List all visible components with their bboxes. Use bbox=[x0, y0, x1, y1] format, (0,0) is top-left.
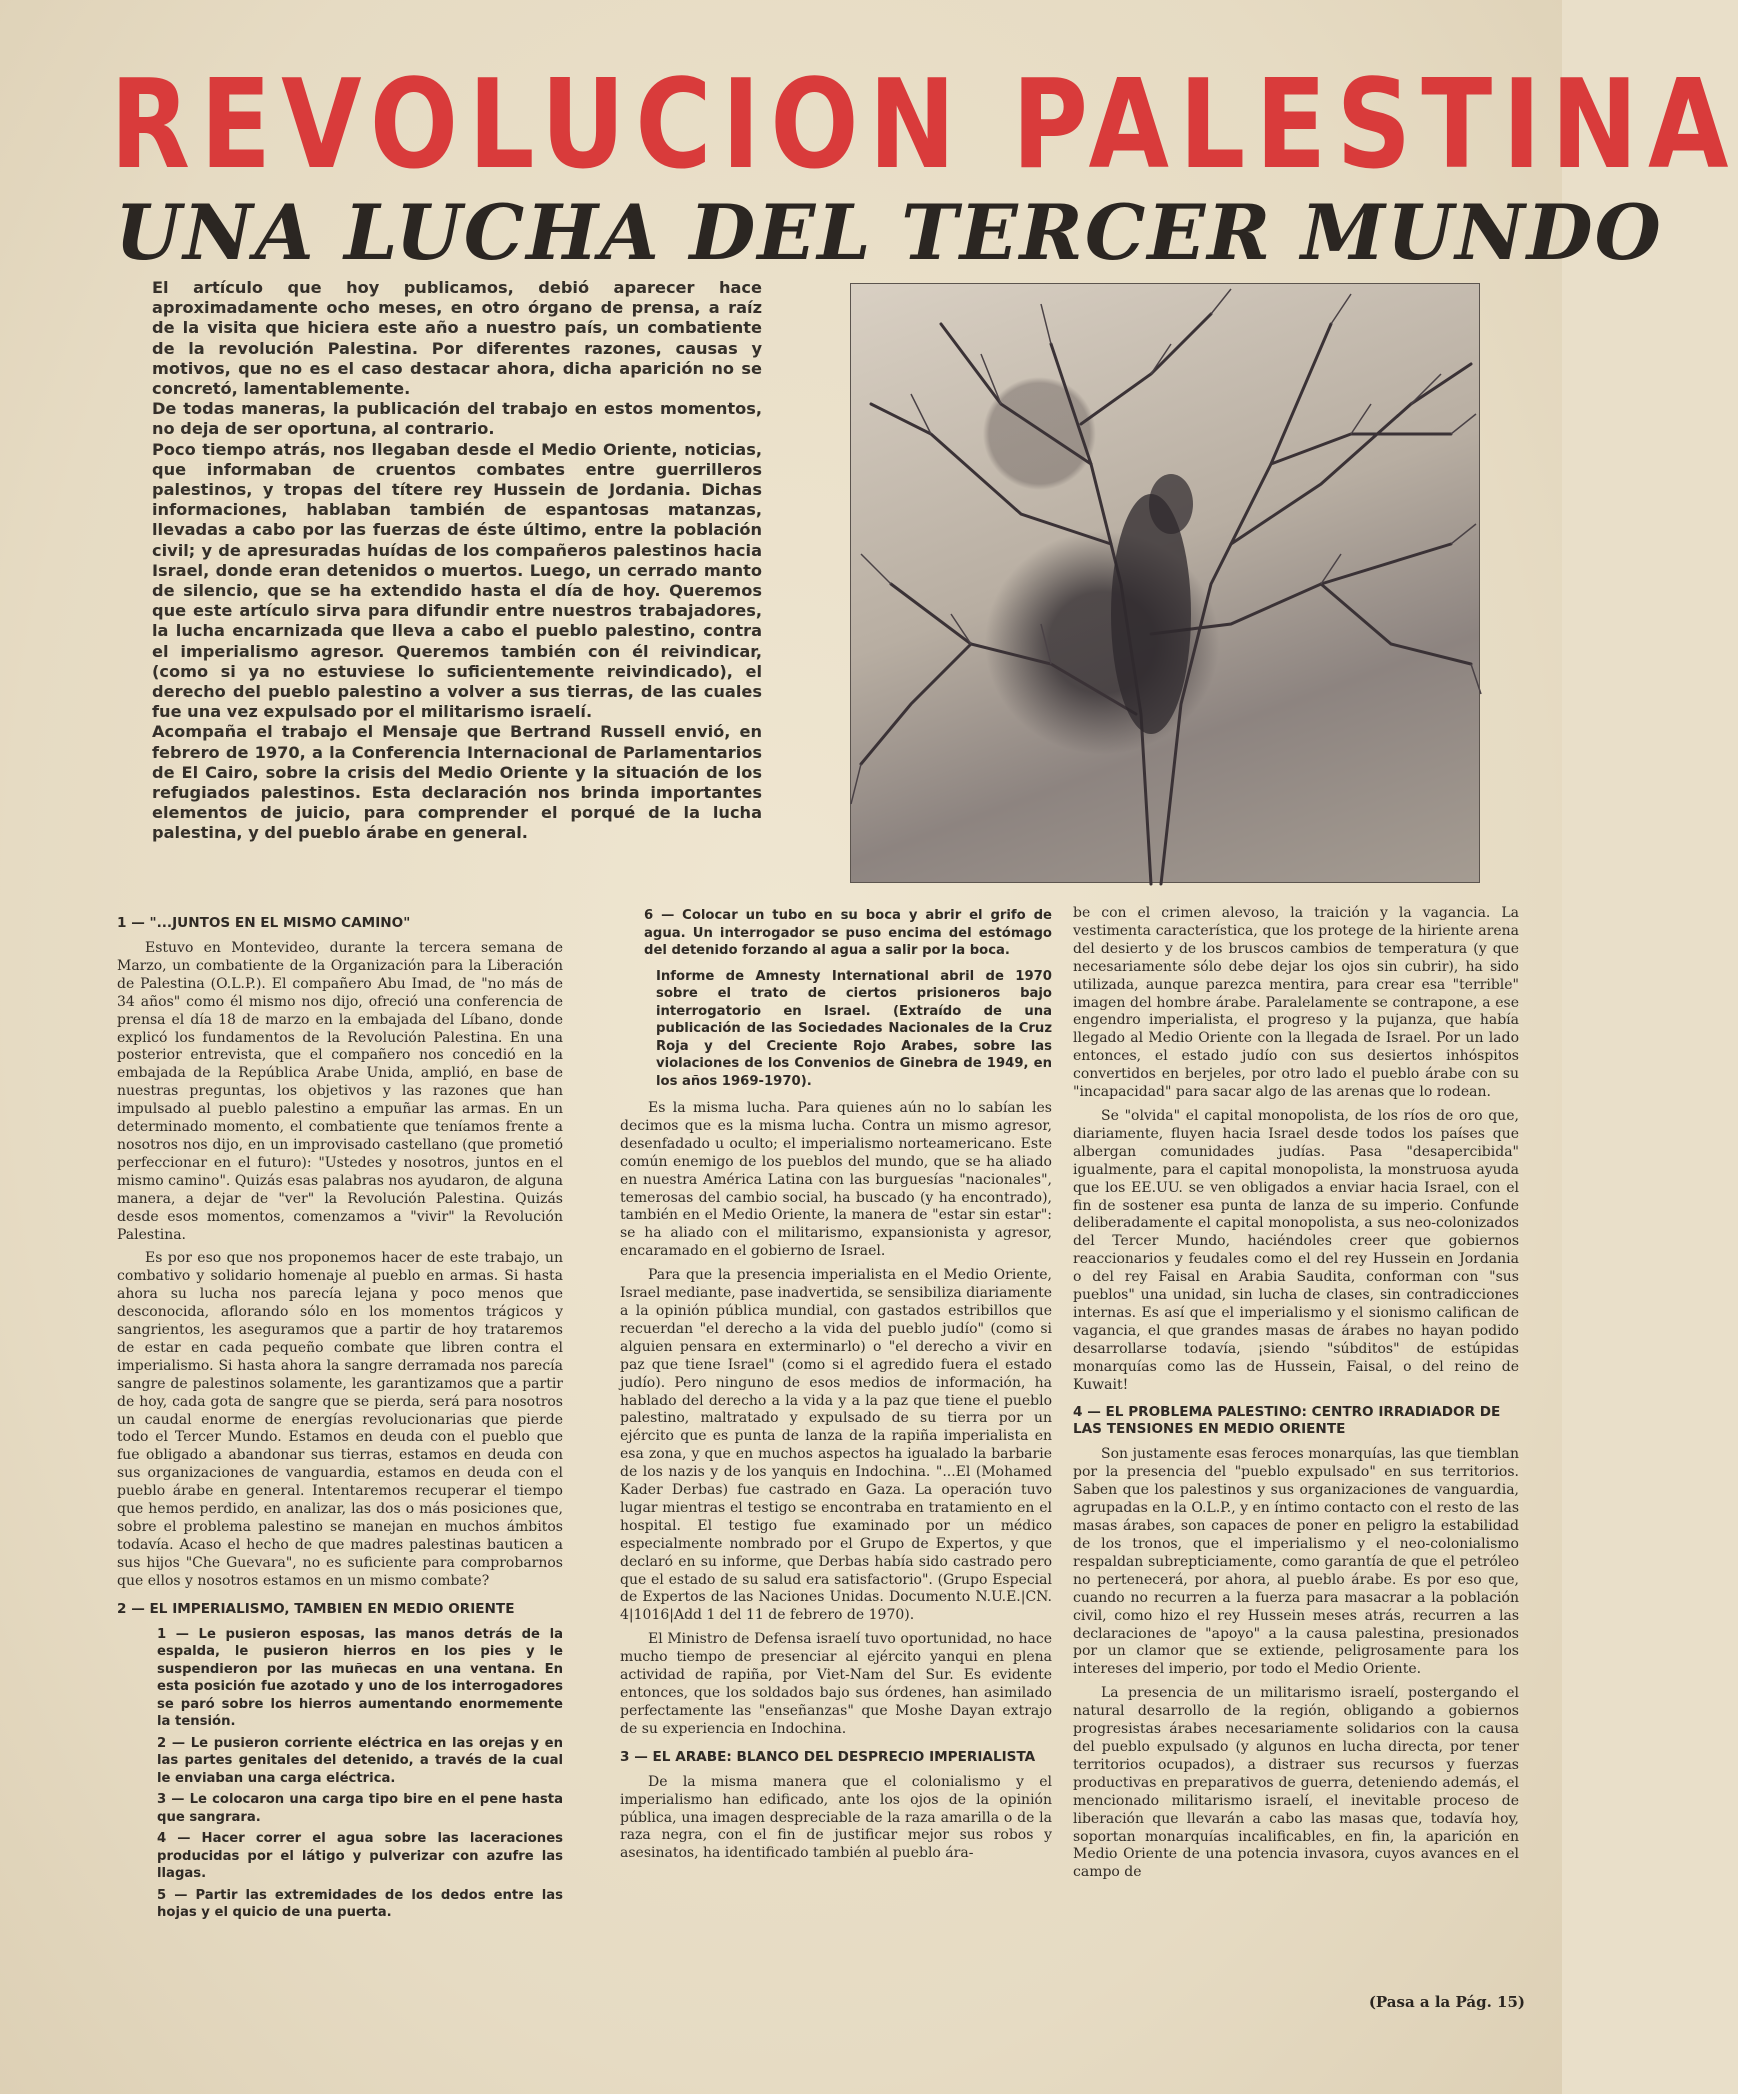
intro-paragraph: Acompaña el trabajo el Mensaje que Bertrand Russell envió, en febrero de 1970, a la Conferencia Internacional de Parlamentarios de El Cairo, sobre la crisis del Medio Oriente y la situación de los refugiados palestinos. Esta declaración nos brinda importantes elementos de juicio, para comprender el porqué de la lucha palestina, y del pueblo árabe en general. bbox=[152, 722, 762, 843]
paragraph: El Ministro de Defensa israelí tuvo oportunidad, no hace mucho tiempo de presenciar al ejército yanqui en plena actividad de rapiña, por Viet-Nam del Sur. Es evidente entonces, que los soldados bajo sus órdenes, han asimilado perfectamente las "enseñanzas" que Moshe Dayan extrajo de su experiencia en Indochina. bbox=[620, 1631, 1052, 1737]
torture-list-continued bbox=[644, 907, 1052, 960]
subheadline: UNA LUCHA DEL TERCER MUNDO bbox=[115, 188, 1663, 277]
paragraph: Se "olvida" el capital monopolista, de los ríos de oro que, diariamente, fluyen hacia Israel desde todos los países que albergan comunidades judías. Pasa "desapercibida" igualmente, para el capital monopolista, la monstruosa ayuda que los EE.UU. se ven obligados a enviar hacia Israel, con el fin de sostener esa punta de lanza de su imperio. Confunde deliberadamente el capital monopolista, a sus neo-colonizados del Tercer Mundo, haciéndoles creer que gobiernos reaccionarios y feudales como el del rey Hussein en Jordania o del rey Faisal en Arabia Saudita, conforman con "sus pueblos" una unidad, sin lucha de clases, sin contradicciones internas. Es así que el imperialismo y el sionismo califican de vagancia, el que grandes masas de árabes no hayan podido desarrollarse todavía, ¡siendo "súbditos" de estúpidas monarquías como las de Hussein, Faisal, o del reino de Kuwait! bbox=[1073, 1107, 1519, 1393]
list-item: 5 — Partir las extremidades de los dedos entre las hojas y el quicio de una puerta. bbox=[157, 1887, 563, 1921]
column-1 bbox=[117, 905, 563, 1985]
list-item: 1 — Le pusieron esposas, las manos detrás de la espalda, le pusieron hierros en los pies y le suspendieron por las muñecas en una ventana. En esta posición fue azotado y uno de los interrogadores se paró sobre los hierros aumentando enormemente la tensión. bbox=[157, 1626, 563, 1730]
paragraph: De la misma manera que el colonialismo y el imperialismo han edificado, ante los ojos de la opinión pública, una imagen despreciable de la raza amarilla o de la raza negra, con el fin de justificar mejor sus robos y asesinatos, ha identificado también al pueblo ára- bbox=[620, 1773, 1052, 1862]
paragraph: be con el crimen alevoso, la traición y la vagancia. La vestimenta característica, que los protege de la hiriente arena del desierto y de los bruscos cambios de temperatura (y que necesariamente sólo debe dejar los ojos sin cubrir), ha sido utilizada, aunque parezca mentira, para crear esa "terrible" imagen del hombre árabe. Paralelamente se contrapone, a ese engendro imperialista, el progreso y la pujanza, que había llegado al Medio Oriente con la llegada de Israel. Por un lado entonces, el estado judío con sus desiertos inhóspitos convertidos en berjeles, por otro lado el pueblo árabe con su "incapacidad" para sacar algo de las arenas que lo rodean. bbox=[1073, 905, 1519, 1101]
paragraph: Es por eso que nos proponemos hacer de este trabajo, un combativo y solidario homenaje al pueblo en armas. Si hasta ahora su lucha nos parecía lejana y poco menos que desconocida, aflorando sólo en los momentos trágicos y sangrientos, les aseguramos que a partir de hoy trataremos de estar en cada pequeño combate que libren contra el imperialismo. Si hasta ahora la sangre derramada nos parecía sangre de palestinos solamente, les garantizamos que a partir de hoy, cada gota de sangre que se pierda, será para nosotros un caudal enorme de energías revolucionarias que pierde todo el Tercer Mundo. Estamos en deuda con el pueblo que fue obligado a abandonar sus tierras, estamos en deuda con sus organizaciones de vanguardia, estamos en deuda con el pueblo árabe en general. Intentaremos recuperar el tiempo que hemos perdido, en analizar, las dos o más posiciones que, sobre el problema palestino se manejan en muchos ámbitos todavía. Acaso el hecho de que madres palestinas bauticen a sus hijos "Che Guevara", no es suficiente para comprobarnos que ellos y nosotros estamos en un mismo combate? bbox=[117, 1250, 563, 1589]
intro-paragraph: Poco tiempo atrás, nos llegaban desde el Medio Oriente, noticias, que informaban de cruentos combates entre guerrilleros palestinos, y tropas del títere rey Hussein de Jordania. Dichas informaciones, hablaban también de espantosas matanzas, llevadas a cabo por las fuerzas de éste último, entre la población civil; y de apresuradas huídas de los compañeros palestinos hacia Israel, donde eran detenidos o muertos. Luego, un cerrado manto de silencio, que se ha extendido hasta el día de hoy. Queremos que este artículo sirva para difundir entre nuestros trabajadores, la lucha encarnizada que lleva a cabo el pueblo palestino, contra el imperialismo agresor. Queremos también con él reivindicar, (como si ya no estuviese lo suficientemente reivindicado), el derecho del pueblo palestino a volver a sus tierras, de las cuales fue una vez expulsado por el militarismo israelí. bbox=[152, 439, 762, 722]
paragraph: La presencia de un militarismo israelí, postergando el natural desarrollo de la región, obligando a gobiernos progresistas árabes necesariamente solidarios con la causa del pueblo expulsado (y algunos en lucha directa, por tener territorios ocupados), a distraer sus recursos y fuerzas productivas en preparativos de guerra, deteniendo además, el mencionado militarismo israelí, el inevitable proceso de liberación que llevarán a cabo las masas que, todavía hoy, soportan monarquías incalificables, en fin, la aparición en Medio Oriente de una potencia invasora, cuyos avances en el campo de bbox=[1073, 1685, 1519, 1881]
column-2 bbox=[620, 905, 1052, 1985]
list-item: 6 — Colocar un tubo en su boca y abrir el grifo de agua. Un interrogador se puso encima del estómago del detenido forzando al agua a salir por la boca. bbox=[644, 908, 1052, 958]
tree-branches-illustration bbox=[851, 284, 1481, 884]
column-3 bbox=[1073, 905, 1519, 1985]
amnesty-quote: Informe de Amnesty International abril de 1970 sobre el trato de ciertos prisioneros bajo interrogatorio en Israel. (Extraído de una publicación de las Sociedades Nacionales de la Cruz Roja y del Creciente Rojo Arabes, sobre las violaciones de los Convenios de Ginebra de 1949, en los años 1969-1970). bbox=[656, 968, 1052, 1089]
list-item: 2 — Le pusieron corriente eléctrica en las orejas y en las partes genitales del detenido, a través de la cual le enviaban una carga eléctrica. bbox=[157, 1735, 563, 1786]
intro-paragraph: El artículo que hoy publicamos, debió aparecer hace aproximadamente ocho meses, en otro órgano de prensa, a raíz de la visita que hiciera este año a nuestro país, un combatiente de la revolución Palestina. Por diferentes razones, causas y motivos, que no es el caso destacar ahora, dicha aparición no se concretó, lamentablemente. bbox=[152, 278, 762, 399]
tree-photo bbox=[850, 283, 1480, 883]
paragraph: Son justamente esas feroces monarquías, las que tiemblan por la presencia del "pueblo expulsado" en sus territorios. Saben que los palestinos y sus organizaciones de vanguardia, agrupadas en la O.L.P., y en íntimo contacto con el resto de las masas árabes, son capaces de poner en peligro la estabilidad de los tronos, que el imperialismo y el neo-colonialismo respaldan subrepticiamente, como garantía de que el petróleo no pertenecerá, por ahora, al pueblo árabe. Es por eso que, cuando no recurren a la fuerza para masacrar a la población civil, como hizo el rey Hussein meses atrás, recurren a las declaraciones de "apoyo" a la causa palestina, presionados por un clamor que se extiende, peligrosamente para los intereses del imperio, por todo el Medio Oriente. bbox=[1073, 1446, 1519, 1678]
headline: REVOLUCION PALESTINA bbox=[110, 52, 1738, 197]
section-3-title: 3 — EL ARABE: BLANCO DEL DESPRECIO IMPERIALISTA bbox=[620, 1748, 1036, 1765]
section-4-title: 4 — EL PROBLEMA PALESTINO: CENTRO IRRADIADOR DE LAS TENSIONES EN MEDIO ORIENTE bbox=[1073, 1404, 1501, 1438]
continued-note: (Pasa a la Pág. 15) bbox=[1368, 1993, 1525, 2011]
paragraph: Para que la presencia imperialista en el Medio Oriente, Israel mediante, pase inadvertida, se sensibiliza diariamente a la opinión pública mundial, con gastados estribillos que recuerdan "el derecho a la vida del pueblo judío" (como si alguien pensara en exterminarlo) o "el derecho a vivir en paz que tiene Israel" (como si el agredido fuera el estado judío). Pero ninguno de esos medios de información, ha hablado del derecho a la vida y a la paz que tiene el pueblo palestino, maltratado y expulsado de su tierra por un ejército que es punta de lanza de la rapiña imperialista en esa zona, y que en muchos aspectos ha igualado la barbarie de los nazis y de los yanquis en Indochina. "...El (Mohamed Kader Derbas) fue castrado en Gaza. La operación tuvo lugar mientras el testigo se encontraba en tratamiento en el hospital. El testigo fue examinado por un médico especialmente nombrado por el Grupo de Expertos, y que declaró en su informe, que Derbas había sido castrado pero que el estado de su salud era satisfactorio". (Grupo Especial de Expertos de las Naciones Unidas. Documento N.U.E.|CN. 4|1016|Add 1 del 11 de febrero de 1970). bbox=[620, 1267, 1052, 1624]
torture-list bbox=[157, 1626, 563, 1922]
section-1-title: 1 — "...JUNTOS EN EL MISMO CAMINO" bbox=[117, 915, 411, 931]
list-item: 4 — Hacer correr el agua sobre las laceraciones producidas por el látigo y pulverizar con azufre las llagas. bbox=[157, 1831, 563, 1882]
intro-text bbox=[152, 278, 762, 884]
intro-paragraph: De todas maneras, la publicación del trabajo en estos momentos, no deja de ser oportuna, al contrario. bbox=[152, 399, 762, 439]
section-2-title: 2 — EL IMPERIALISMO, TAMBIEN EN MEDIO ORIENTE bbox=[117, 1600, 515, 1617]
list-item: 3 — Le colocaron una carga tipo bire en el pene hasta que sangrara. bbox=[157, 1792, 563, 1825]
paragraph: Es la misma lucha. Para quienes aún no lo sabían les decimos que es la misma lucha. Contra un mismo agresor, desenfadado u oculto; el imperialismo norteamericano. Este común enemigo de los pueblos del mundo, que se ha aliado en nuestra América Latina con las burguesías "nacionales", temerosas del cambio social, ha buscado (y ha encontrado), también en el Medio Oriente, la manera de "estar sin estar": se ha aliado con el militarismo, expansionista y agresor, encaramado en el gobierno de Israel. bbox=[620, 1100, 1052, 1260]
paragraph: Estuvo en Montevideo, durante la tercera semana de Marzo, un combatiente de la Organización para la Liberación de Palestina (O.L.P.). El compañero Abu Imad, de "no más de 34 años" como él mismo nos dijo, ofreció una conferencia de prensa el día 18 de marzo en la embajada del Líbano, donde explicó los fundamentos de la Revolución Palestina. En una posterior entrevista, que el compañero nos concedió en la embajada de la República Arabe Unida, amplió, en base de nuestras preguntas, los objetivos y las razones que han impulsado al pueblo palestino a empuñar las armas. En un determinado momento, el combatiente que teníamos frente a nosotros nos dijo, en un improvisado castellano (que prometió perfeccionar en el futuro): "Ustedes y nosotros, juntos en el mismo camino". Quizás esas palabras nos ayudaron, de alguna manera, a dejar de "ver" la Revolución Palestina. Quizás desde esos momentos, comenzamos a "vivir" la Revolución Palestina. bbox=[117, 940, 563, 1243]
